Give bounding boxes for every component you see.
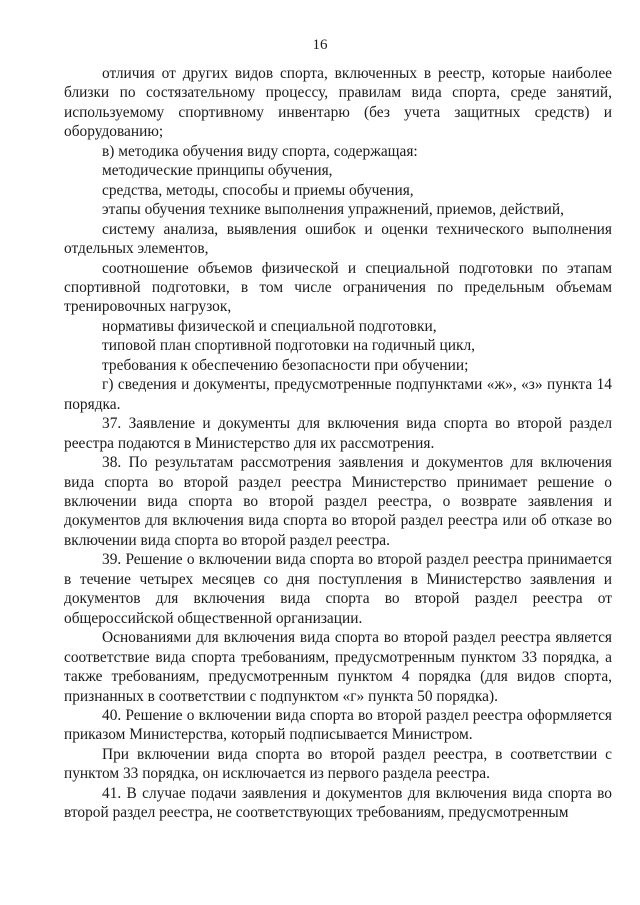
document-body [64, 64, 612, 823]
paragraph: нормативы физической и специальной подготовки, [102, 317, 437, 335]
paragraph: При включении вида спорта во второй раздел реестра, в соответствии с пунктом 33 порядка, он исключается из первого раздела реестра. [64, 745, 612, 783]
paragraph: Основаниями для включения вида спорта во второй раздел реестра является соответствие вида спорта требованиям, предусмотренным пунктом 33 порядка, а также требованиям, предусмотренным пунктом 4 порядка (для видов спорта, признанных в соответствии с подпунктом «г» пункта 50 порядка). [64, 629, 612, 705]
paragraph: типовой план спортивной подготовки на годичный цикл, [102, 337, 475, 355]
paragraph: 41. В случае подачи заявления и документов для включения вида спорта во второй раздел реестра, не соответствующих требованиям, предусмотренным [64, 784, 612, 822]
paragraph: отличия от других видов спорта, включенных в реестр, которые наиболее близки по состязательному процессу, правилам вида спорта, среде занятий, используемому спортивному инвентарю (без учета защитных средств) и оборудованию; [64, 65, 612, 141]
paragraph: этапы обучения технике выполнения упражнений, приемов, действий, [102, 201, 564, 219]
paragraph: 38. По результатам рассмотрения заявления и документов для включения вида спорта во второй раздел реестра Министерство принимает решение о включении вида спорта во второй раздел реестра, о возврате заявления и документов для включения вида спорта во второй раздел реестра или об отказе во включении вида спорта во второй раздел реестра. [64, 454, 612, 549]
paragraph: методические принципы обучения, [102, 162, 333, 180]
paragraph: 40. Решение о включении вида спорта во второй раздел реестра оформляется приказом Министерства, который подписывается Министром. [64, 706, 612, 744]
paragraph: систему анализа, выявления ошибок и оценки технического выполнения отдельных элементов, [64, 220, 612, 258]
paragraph: 39. Решение о включении вида спорта во второй раздел реестра принимается в течение четырех месяцев со дня поступления в Министерство заявления и документов для включения вида спорта во второй раздел реестра от общероссийской общественной организации. [64, 551, 612, 627]
paragraph: соотношение объемов физической и специальной подготовки по этапам спортивной подготовки, в том числе ограничения по предельным объемам тренировочных нагрузок, [64, 259, 612, 316]
paragraph: средства, методы, способы и приемы обучения, [102, 181, 414, 199]
paragraph: г) сведения и документы, предусмотренные подпунктами «ж», «з» пункта 14 порядка. [64, 376, 612, 413]
page-number: 16 [312, 37, 328, 53]
paragraph: 37. Заявление и документы для включения вида спорта во второй раздел реестра подаются в Министерство для их рассмотрения. [64, 415, 612, 452]
paragraph: в) методика обучения виду спорта, содержащая: [102, 142, 418, 160]
paragraph: требования к обеспечению безопасности при обучении; [102, 356, 469, 374]
